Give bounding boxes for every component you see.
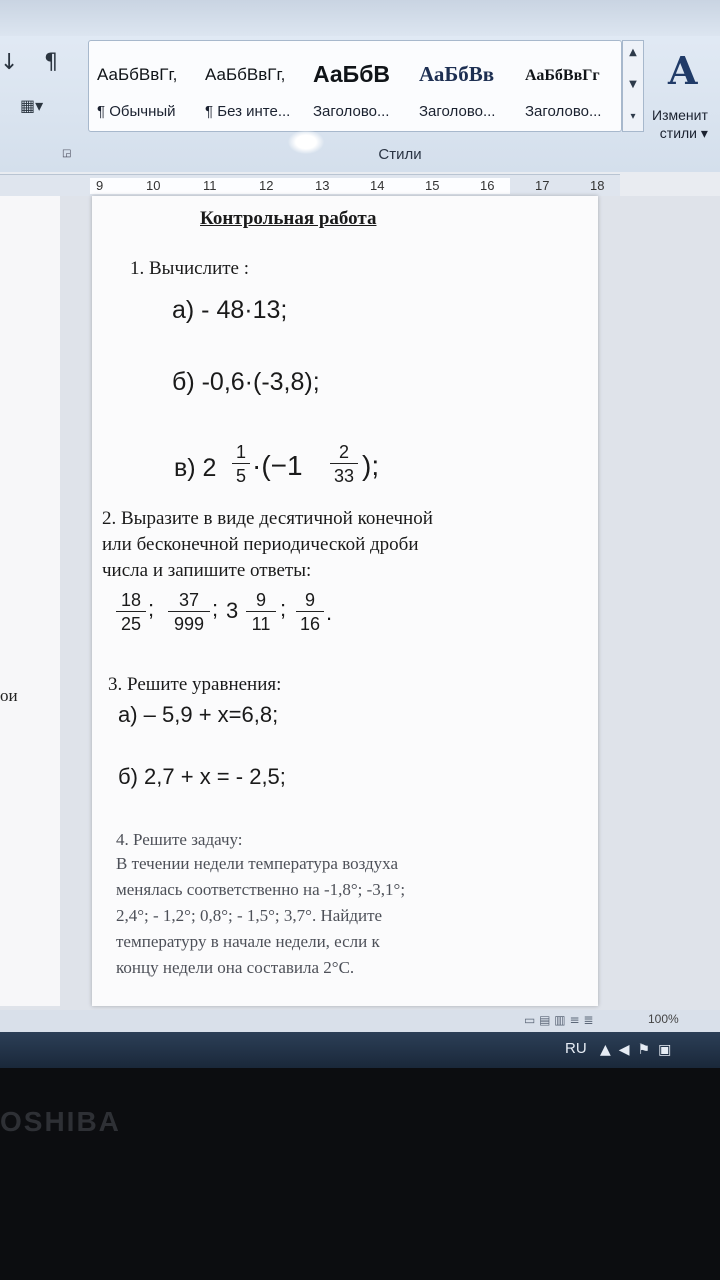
paragraph-launcher-icon[interactable]: ◲ bbox=[62, 148, 72, 159]
horizontal-ruler[interactable] bbox=[0, 174, 620, 198]
q2-fraction-2: $\frac{37}{999}$ bbox=[168, 590, 210, 635]
q2-separator: ; bbox=[280, 596, 287, 621]
q2-period: . bbox=[326, 600, 333, 625]
borders-icon[interactable]: ▦▾ bbox=[20, 96, 44, 115]
style-name: Заголово... bbox=[419, 103, 496, 120]
ruler-number: 18 bbox=[590, 178, 605, 193]
q2-fraction-3: $\frac{9}{11}$ bbox=[246, 590, 276, 635]
style-name: Заголово... bbox=[525, 103, 602, 120]
style-no-spacing[interactable] bbox=[201, 45, 305, 127]
q1-a: а) - 48·13; bbox=[172, 296, 288, 324]
gallery-scrollbar bbox=[622, 40, 644, 132]
q2-fraction-4: $\frac{9}{16}$ bbox=[296, 590, 324, 635]
q1-c-fraction-2: $\frac{2}{33}$ bbox=[330, 442, 358, 487]
q2-whole: 3 bbox=[226, 598, 239, 623]
styles-group-label: Стили bbox=[378, 146, 422, 163]
q1-heading: 1. Вычислите : bbox=[130, 258, 250, 279]
view-mode-icons[interactable]: ▭ ▤ ▥ ≡ ≣ bbox=[524, 1013, 594, 1027]
q4-line-2: менялась соответственно на -1,8°; -3,1°; bbox=[116, 880, 406, 899]
ruler-number: 14 bbox=[370, 178, 385, 193]
ruler-number: 16 bbox=[480, 178, 495, 193]
styles-gallery bbox=[88, 40, 622, 132]
q1-b: б) -0,6·(-3,8); bbox=[172, 368, 320, 396]
q1-c-middle: ·(−1 bbox=[252, 450, 303, 481]
q2-line-1: 2. Выразите в виде десятичной конечной bbox=[102, 508, 433, 529]
q3-heading: 3. Решите уравнения: bbox=[108, 674, 282, 695]
style-normal[interactable] bbox=[93, 45, 197, 127]
change-styles-label: Изменит стили ▾ bbox=[652, 107, 708, 141]
q4-line-1: В течении недели температура воздуха bbox=[116, 854, 398, 873]
scroll-down-icon[interactable]: ▼ bbox=[629, 79, 637, 90]
style-sample: АаБбВв bbox=[419, 62, 495, 86]
q4-line-5: концу недели она составила 2°С. bbox=[116, 958, 355, 977]
q4-line-4: температуру в начале недели, если к bbox=[116, 932, 380, 951]
system-tray-icons[interactable]: ▲◀⚑▣ bbox=[600, 1042, 680, 1058]
q2-separator: ; bbox=[212, 596, 219, 621]
q3-b: б) 2,7 + х = - 2,5; bbox=[118, 764, 286, 789]
ruler-number: 13 bbox=[315, 178, 330, 193]
ruler-number: 11 bbox=[203, 178, 217, 193]
ruler-number: 17 bbox=[535, 178, 550, 193]
change-styles-icon: A bbox=[668, 48, 698, 93]
previous-page bbox=[0, 196, 60, 1006]
ruler-number: 10 bbox=[146, 178, 161, 193]
style-heading-1[interactable] bbox=[309, 45, 413, 127]
change-styles-button[interactable] bbox=[648, 44, 720, 144]
q4-line-3: 2,4°; - 1,2°; 0,8°; - 1,5°; 3,7°. Найдите bbox=[116, 906, 383, 925]
style-sample: АаБбВвГг bbox=[525, 67, 600, 84]
q4-heading: 4. Решите задачу: bbox=[116, 830, 243, 849]
previous-page-text: ои bbox=[0, 686, 18, 705]
language-indicator[interactable]: RU bbox=[565, 1040, 587, 1057]
screen-glare bbox=[288, 130, 324, 154]
q2-line-2: или бесконечной периодической дроби bbox=[102, 534, 419, 555]
style-sample: АаБбВвГг, bbox=[205, 65, 286, 84]
style-heading-3[interactable] bbox=[521, 45, 625, 127]
pilcrow-icon[interactable]: ¶ bbox=[44, 50, 58, 75]
sort-icon[interactable]: ↓ bbox=[0, 50, 19, 75]
ruler-number: 12 bbox=[259, 178, 274, 193]
style-name: ¶ Без инте... bbox=[205, 103, 291, 120]
zoom-level[interactable]: 100% bbox=[648, 1012, 679, 1026]
ribbon bbox=[0, 0, 720, 172]
status-bar bbox=[0, 1010, 720, 1032]
q2-fraction-1: $\frac{18}{25}$ bbox=[116, 590, 146, 635]
q3-a: а) – 5,9 + х=6,8; bbox=[118, 702, 279, 727]
q1-c-fraction-1: $\frac{1}{5}$ bbox=[232, 442, 250, 487]
q1-c-prefix: в) 2 bbox=[174, 454, 217, 482]
style-heading-2[interactable] bbox=[415, 45, 519, 127]
q2-separator: ; bbox=[148, 596, 155, 621]
laptop-brand-logo: OSHIBA bbox=[0, 1106, 121, 1137]
style-sample: АаБбВ bbox=[313, 61, 391, 87]
scroll-up-icon[interactable]: ▲ bbox=[629, 47, 637, 58]
style-name: ¶ Обычный bbox=[97, 103, 176, 120]
paragraph-tools bbox=[0, 40, 80, 130]
q2-line-3: числа и запишите ответы: bbox=[102, 560, 312, 581]
style-sample: АаБбВвГг, bbox=[97, 65, 178, 84]
ruler-number: 9 bbox=[96, 178, 104, 193]
ribbon-tabs-strip bbox=[0, 0, 720, 36]
style-name: Заголово... bbox=[313, 103, 390, 120]
document-title: Контрольная работа bbox=[200, 208, 377, 229]
gallery-more-icon[interactable]: ▾ bbox=[630, 111, 636, 122]
document-page[interactable] bbox=[92, 196, 598, 1006]
ruler-number: 15 bbox=[425, 178, 440, 193]
q1-c-suffix: ); bbox=[362, 450, 380, 481]
